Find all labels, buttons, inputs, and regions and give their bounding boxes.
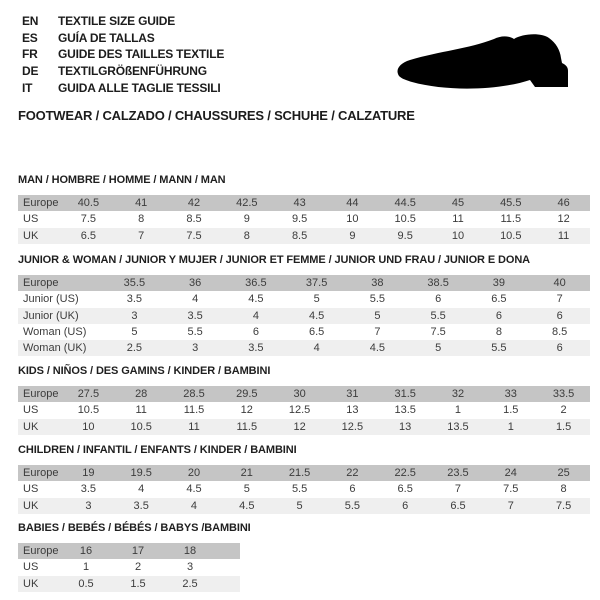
- row-label: UK: [23, 229, 39, 242]
- size-cell: 38: [371, 277, 384, 290]
- size-cell: 9.5: [397, 229, 413, 242]
- size-cell: 10.5: [500, 229, 522, 242]
- size-cell: 6.5: [308, 326, 325, 339]
- language-code: FR: [22, 47, 38, 62]
- row-label: US: [23, 483, 39, 496]
- size-cell: 10.5: [394, 213, 416, 226]
- size-cell: 6.5: [80, 229, 97, 242]
- size-cell: 12.5: [288, 404, 311, 417]
- row-label: Europe: [23, 545, 59, 558]
- size-cell: 1.5: [503, 404, 519, 417]
- category-title: FOOTWEAR / CALZADO / CHAUSSURES / SCHUHE / CALZATURE: [18, 108, 415, 123]
- size-cell: 40: [553, 277, 566, 290]
- size-cell: 8: [560, 483, 567, 496]
- language-code: ES: [22, 30, 38, 45]
- size-cell: 8.5: [186, 213, 202, 226]
- blank-cell: [216, 543, 240, 559]
- row-label: Europe: [23, 388, 59, 401]
- size-cell: 12: [293, 420, 306, 433]
- size-cell: 1: [507, 420, 514, 433]
- size-row: [18, 402, 590, 418]
- size-cell: 44: [346, 197, 359, 210]
- language-label: GUIDA ALLE TAGLIE TESSILI: [58, 80, 221, 95]
- size-header-row: [18, 465, 590, 481]
- size-cell: 9.5: [291, 213, 308, 226]
- size-table-junior-woman: [18, 275, 590, 356]
- size-cell: 36.5: [245, 277, 267, 290]
- size-header-row: [18, 195, 590, 211]
- size-cell: 19: [82, 467, 95, 480]
- size-cell: 11: [188, 420, 200, 433]
- size-cell: 4: [192, 293, 199, 306]
- size-cell: 3: [192, 342, 199, 355]
- language-label: TEXTILGRÖßENFÜHRUNG: [58, 64, 207, 79]
- size-cell: 45: [451, 197, 465, 210]
- row-label: Europe: [23, 197, 59, 210]
- row-label: Europe: [23, 277, 59, 290]
- size-header-row: [18, 543, 240, 559]
- row-label: Woman (UK): [23, 342, 87, 355]
- language-label: TEXTILE SIZE GUIDE: [58, 14, 176, 29]
- size-cell: 10.5: [77, 404, 100, 417]
- size-cell: 10: [451, 229, 465, 242]
- size-section-junior-woman: [18, 254, 590, 356]
- language-title-list: [22, 13, 224, 96]
- language-row: [22, 63, 224, 80]
- size-cell: 10: [82, 420, 95, 433]
- size-cell: 6: [435, 293, 442, 306]
- size-cell: 1.5: [555, 420, 572, 433]
- size-cell: 5.5: [291, 483, 308, 496]
- size-cell: 7.5: [503, 483, 519, 496]
- size-cell: 8.5: [291, 229, 308, 242]
- size-cell: 10.5: [130, 420, 152, 433]
- size-cell: 19.5: [130, 467, 152, 480]
- size-cell: 2.5: [126, 342, 143, 355]
- size-cell: 30: [293, 388, 306, 401]
- size-cell: 41: [135, 197, 148, 210]
- size-row: [18, 340, 590, 356]
- size-cell: 18: [183, 545, 197, 558]
- language-label: GUÍA DE TALLAS: [58, 30, 155, 45]
- size-cell: 13.5: [394, 404, 416, 417]
- blank-cell: [216, 576, 240, 592]
- language-code: EN: [22, 14, 39, 29]
- size-cell: 3.5: [187, 309, 203, 322]
- size-cell: 5: [435, 342, 442, 355]
- size-cell: 6: [556, 309, 563, 322]
- size-cell: 21: [240, 467, 253, 480]
- size-cell: 43: [293, 197, 306, 210]
- size-cell: 5: [313, 293, 320, 306]
- size-cell: 6: [349, 483, 356, 496]
- size-cell: 6: [556, 342, 563, 355]
- size-cell: 44.5: [394, 197, 416, 210]
- size-cell: 6.5: [491, 293, 507, 306]
- size-cell: 12.5: [341, 420, 364, 433]
- size-cell: 13: [399, 420, 412, 433]
- size-row: [18, 498, 590, 514]
- size-cell: 33.5: [552, 388, 575, 401]
- size-cell: 5: [296, 499, 303, 512]
- size-cell: 5.5: [344, 499, 361, 512]
- size-cell: 6.5: [397, 483, 413, 496]
- size-cell: 11.5: [236, 420, 258, 433]
- row-label: UK: [23, 577, 39, 590]
- size-cell: 4.5: [186, 483, 202, 496]
- size-cell: 9: [349, 229, 356, 242]
- size-cell: 4: [252, 309, 259, 322]
- size-cell: 3.5: [133, 499, 149, 512]
- size-cell: 7: [556, 293, 563, 306]
- row-label: US: [23, 561, 39, 574]
- size-cell: 21.5: [288, 467, 311, 480]
- row-label: Junior (UK): [23, 309, 79, 322]
- size-row: [18, 211, 590, 227]
- language-row: [22, 46, 224, 63]
- size-row: [18, 308, 590, 324]
- row-label: US: [23, 213, 39, 226]
- size-cell: 3.5: [248, 342, 264, 355]
- size-cell: 42: [187, 197, 201, 210]
- row-label: UK: [23, 420, 39, 433]
- size-table-children: [18, 465, 590, 514]
- size-cell: 0.5: [78, 577, 94, 590]
- size-cell: 20: [187, 467, 201, 480]
- size-cell: 12: [240, 404, 253, 417]
- language-row: [22, 79, 224, 96]
- size-cell: 7: [138, 229, 145, 242]
- size-row: [18, 228, 590, 244]
- size-section-children: [18, 444, 590, 514]
- size-cell: 6.5: [450, 499, 466, 512]
- size-cell: 33: [504, 388, 517, 401]
- size-cell: 7: [454, 483, 462, 496]
- size-cell: 7: [374, 326, 381, 339]
- size-cell: 46: [557, 197, 570, 210]
- size-cell: 11.5: [500, 213, 522, 226]
- size-cell: 24: [504, 467, 517, 480]
- section-title: CHILDREN / INFANTIL / ENFANTS / KINDER / BAMBINI: [18, 444, 297, 456]
- size-cell: 10: [346, 213, 359, 226]
- size-cell: 5.5: [187, 326, 203, 339]
- size-table-kids: [18, 386, 590, 435]
- section-title: BABIES / BEBÉS / BÉBÉS / BABYS /BAMBINI: [18, 522, 251, 534]
- size-cell: 3: [131, 309, 138, 322]
- size-cell: 38.5: [427, 277, 449, 290]
- size-section-babies: [18, 522, 590, 592]
- size-cell: 32: [451, 388, 465, 401]
- size-cell: 11.5: [183, 404, 205, 417]
- size-cell: 16: [79, 545, 93, 558]
- blank-cell: [216, 559, 240, 575]
- size-row: [18, 481, 590, 497]
- size-cell: 3.5: [126, 293, 143, 306]
- row-label: Junior (US): [23, 293, 79, 306]
- size-cell: 1: [82, 561, 90, 574]
- size-cell: 6: [252, 326, 259, 339]
- row-label: US: [23, 404, 39, 417]
- size-cell: 4.5: [248, 293, 264, 306]
- size-cell: 6: [495, 309, 502, 322]
- size-cell: 5: [131, 326, 138, 339]
- size-cell: 7.5: [186, 229, 202, 242]
- size-cell: 4.5: [239, 499, 255, 512]
- size-cell: 5.5: [430, 309, 446, 322]
- language-label: GUIDE DES TAILLES TEXTILE: [58, 47, 225, 62]
- language-code: IT: [22, 80, 33, 95]
- size-cell: 11: [557, 229, 570, 242]
- size-cell: 5: [374, 309, 381, 322]
- size-cell: 9: [243, 213, 250, 226]
- size-section-kids: [18, 365, 590, 435]
- language-row: [22, 13, 224, 30]
- section-title: KIDS / NIÑOS / DES GAMINS / KINDER / BAMBINI: [18, 365, 271, 377]
- size-cell: 1: [454, 404, 462, 417]
- size-cell: 27.5: [77, 388, 100, 401]
- size-cell: 4: [313, 342, 320, 355]
- size-cell: 7.5: [80, 213, 97, 226]
- size-cell: 23.5: [447, 467, 469, 480]
- size-cell: 13: [346, 404, 359, 417]
- size-cell: 31.5: [394, 388, 416, 401]
- size-cell: 5.5: [491, 342, 507, 355]
- size-cell: 6: [402, 499, 409, 512]
- size-row: [18, 324, 590, 340]
- row-label: Woman (US): [23, 326, 87, 339]
- size-cell: 3.5: [80, 483, 97, 496]
- size-cell: 45.5: [500, 197, 522, 210]
- size-cell: 11: [452, 213, 464, 226]
- size-cell: 31: [346, 388, 359, 401]
- size-cell: 28: [135, 388, 148, 401]
- size-cell: 7: [507, 499, 514, 512]
- size-row: [18, 419, 590, 435]
- language-code: DE: [22, 64, 39, 79]
- size-cell: 12: [557, 213, 570, 226]
- dress-shoe-icon: [396, 30, 572, 96]
- row-label: Europe: [23, 467, 59, 480]
- size-table-man: [18, 195, 590, 244]
- size-cell: 7.5: [555, 499, 572, 512]
- size-cell: 4: [190, 499, 198, 512]
- size-cell: 22: [346, 467, 359, 480]
- size-header-row: [18, 275, 590, 291]
- size-section-man: [18, 174, 590, 244]
- size-cell: 42.5: [236, 197, 258, 210]
- size-cell: 2.5: [182, 577, 198, 590]
- size-cell: 37.5: [305, 277, 328, 290]
- size-cell: 4: [138, 483, 145, 496]
- size-cell: 8.5: [551, 326, 568, 339]
- size-cell: 36: [189, 277, 202, 290]
- size-cell: 5.5: [369, 293, 386, 306]
- size-cell: 8: [243, 229, 250, 242]
- size-cell: 29.5: [236, 388, 258, 401]
- size-table-babies: [18, 543, 240, 592]
- section-title: MAN / HOMBRE / HOMME / MANN / MAN: [18, 174, 226, 186]
- size-header-row: [18, 386, 590, 402]
- size-row: [18, 291, 590, 307]
- size-cell: 7.5: [430, 326, 446, 339]
- size-cell: 8: [495, 326, 502, 339]
- size-cell: 22.5: [394, 467, 416, 480]
- size-cell: 40.5: [77, 197, 100, 210]
- size-cell: 1.5: [130, 577, 146, 590]
- size-cell: 35.5: [123, 277, 146, 290]
- size-cell: 39: [492, 277, 505, 290]
- size-cell: 5: [243, 483, 250, 496]
- language-row: [22, 30, 224, 47]
- size-cell: 2: [560, 404, 567, 417]
- size-row: [18, 559, 240, 575]
- section-title: JUNIOR & WOMAN / JUNIOR Y MUJER / JUNIOR ET FEMME / JUNIOR UND FRAU / JUNIOR E DONA: [18, 254, 531, 266]
- size-cell: 17: [131, 545, 145, 558]
- row-label: UK: [23, 499, 39, 512]
- size-cell: 2: [134, 561, 142, 574]
- size-cell: 4.5: [369, 342, 386, 355]
- size-cell: 8: [138, 213, 145, 226]
- size-cell: 3: [186, 561, 194, 574]
- size-cell: 28.5: [183, 388, 205, 401]
- size-cell: 4.5: [308, 309, 325, 322]
- size-cell: 11: [135, 404, 147, 417]
- size-cell: 25: [557, 467, 570, 480]
- size-row: [18, 576, 240, 592]
- size-cell: 13.5: [447, 420, 469, 433]
- size-cell: 3: [85, 499, 92, 512]
